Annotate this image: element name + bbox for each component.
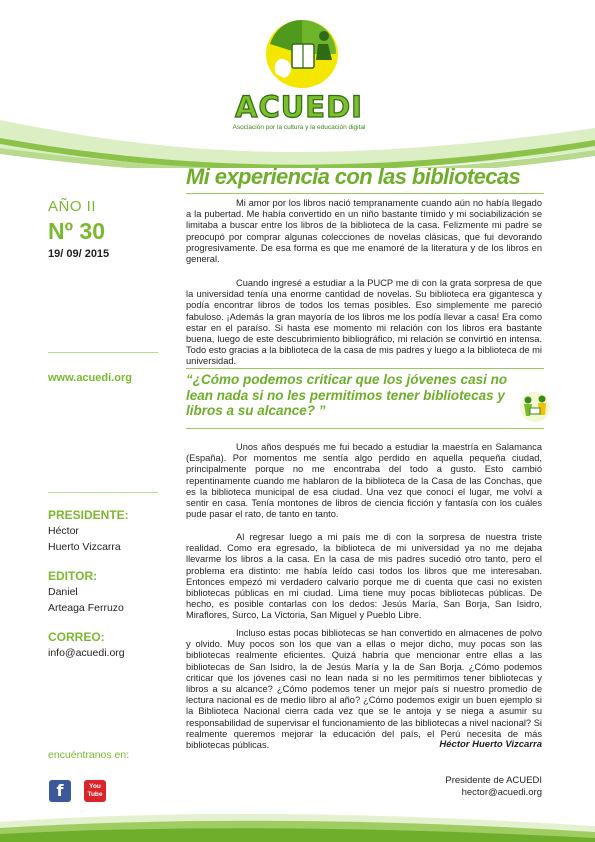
youtube-label-2: Tube (87, 791, 103, 798)
quote-rule-top (186, 368, 544, 369)
article-title: Mi experiencia con las bibliotecas (186, 164, 521, 189)
find-us-label: encuéntranos en: (48, 749, 130, 761)
brand-name: ACUEDI (235, 90, 363, 124)
author-name: Héctor Huerto Vizcarra (439, 739, 542, 750)
sidebar-divider (48, 352, 158, 353)
quote-rule-bottom (186, 428, 544, 429)
author-email[interactable]: hector@acuedi.org (461, 787, 542, 798)
acuedi-logo-icon (262, 14, 342, 92)
brand-tagline: Asociación por la cultura y la educación digital (232, 124, 366, 131)
footer-wave-decoration (0, 812, 595, 842)
president-name-last: Huerto Vizcarra (48, 541, 121, 553)
issue-year: AÑO II (48, 198, 97, 215)
email-label: CORREO: (48, 630, 105, 644)
title-underline (186, 193, 544, 194)
children-reading-icon (518, 390, 552, 424)
issue-date: 19/ 09/ 2015 (48, 248, 110, 260)
sidebar-divider (48, 492, 158, 493)
article-paragraph-4: Al regresar luego a mi país me di con la sorpresa de nuestra triste realidad. Como era egresado, la biblioteca de mi universidad ya no me dejaba llevarme los libros a la casa. En la casa de mis padres sucedió otro tanto, pero el problema era distinto: me había leído casi todos los libros que me interesaban. Entonces empezó mi verdadero calvario porque me di cuenta que casi no existen bibliotecas públicas en mi ciudad. Lima tiene muy pocas bibliotecas públicas. De hecho, es posible contarlas con los dedos: Jesús María, San Borja, San Isidro, Miraflores, Surco, La Victoria, San Miguel y Pueblo Libre. (186, 532, 542, 621)
contact-email[interactable]: info@acuedi.org (48, 647, 125, 659)
issue-number: Nº 30 (48, 218, 105, 244)
youtube-label-1: You (89, 783, 101, 790)
website-link[interactable]: www.acuedi.org (48, 372, 132, 384)
president-label: PRESIDENTE: (48, 508, 129, 522)
editor-label: EDITOR: (48, 569, 98, 583)
facebook-glyph: f (56, 781, 64, 800)
article-paragraph-5: Incluso estas pocas bibliotecas se han convertido en almacenes de polvo y olvido. Muy pocos son los que van a ellas o mejor dicho, muy pocas son las bibliotecas realmente eficientes. Quizá habría que mencionar entre ellas a las bibliotecas de San Isidro, la de Jesús María y la de San Borja. ¿Cómo podemos criticar que los jóvenes casi no lean nada si no les permitimos tener bibliotecas y libros a su alcance? ¿Cómo podemos tener un mejor país si nuestro promedio de lectura nacional es de medio libro al año? ¿Cómo podemos exigir un buen ejemplo si la Biblioteca Nacional cierra cada vez que se le antoja y se niega a asumir su responsabilidad de supervisar el funcionamiento de las bibliotecas a nivel nacional? Si realmente queremos mejorar la educación del país, el Perú necesita de más bibliotecas públicas. (186, 628, 542, 751)
pull-quote: “¿Cómo podemos criticar que los jóvenes casi no lean nada si no les permitimos tener bibliotecas y libros a su alcance? ” (186, 372, 508, 418)
editor-name-first: Daniel (48, 586, 78, 598)
facebook-icon[interactable] (49, 780, 71, 802)
editor-name-last: Arteaga Ferruzo (48, 602, 124, 614)
youtube-icon[interactable] (84, 780, 106, 802)
article-paragraph-3: Unos años después me fui becado a estudiar la maestría en Salamanca (España). Por momentos me sentía algo perdido en aquella pequeña ciudad, principalmente porque no me encontraba del todo a gusto. Esto cambió repentinamente cuando me hablaron de la biblioteca de la Casa de las Conchas, que es la biblioteca municipal de esa ciudad. Una vez que conocí el lugar, me volví a sentir en casa. Tenía montones de libros de ciencia ficción y fantasía con los cuáles pude pasar el rato, de tanto en tanto. (186, 442, 542, 520)
article-paragraph-2: Cuando ingresé a estudiar a la PUCP me di con la grata sorpresa de que la universidad tenía una enorme cantidad de novelas. Su biblioteca era gigantesca y podía encontrar libros de todos los temas posibles. Eso simplemente me pareció fabuloso. ¡Además la gran mayoría de los libros me los podía llevar a casa! Era como estar en el paraíso. Si hasta ese momento mi relación con los libros era bastante buena, luego de este descubrimiento bibliográfico, mi relación se convirtió en intensa. Todo esto gracias a la biblioteca de la casa de mis padres y luego a la biblioteca de mi universidad. (186, 278, 542, 367)
article-paragraph-1: Mi amor por los libros nació tempranamente cuando aún no había llegado a la pubertad. Me había convertido en un niño bastante tímido y mi sociabilización se limitaba a buscar entre los libros de la biblioteca de la casa. Felizmente mi padre se preocupó por comprar algunas colecciones de novelas clásicas, que fui devorando progresivamente. De esa forma es que me enamoré de la literatura y de los libros en general. (186, 198, 542, 265)
president-name-first: Héctor (48, 525, 79, 537)
author-role: Presidente de ACUEDI (445, 775, 542, 786)
